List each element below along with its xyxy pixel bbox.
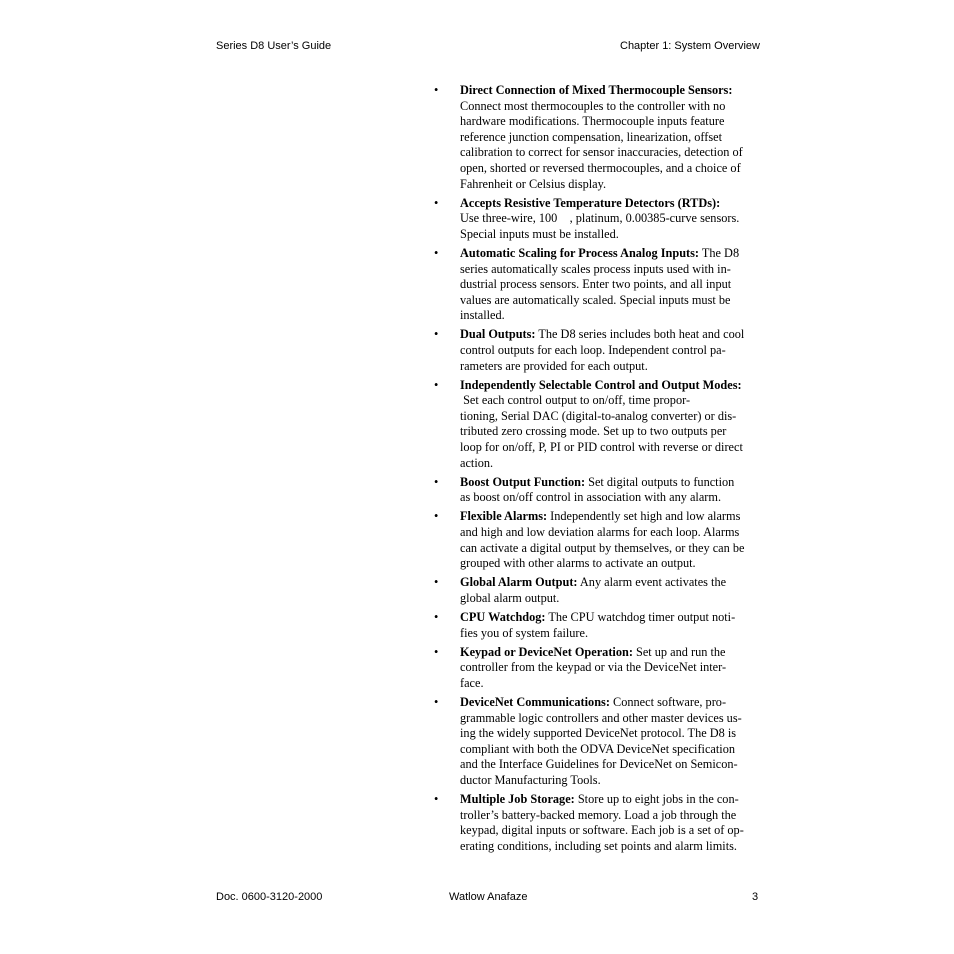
feature-item [434, 83, 774, 192]
bullet-marker: • [434, 694, 439, 709]
feature-term: Direct Connection of Mixed Thermocouple Sensors: [460, 83, 733, 97]
feature-text-line: open, shorted or reversed thermocouples, and a choice of [460, 160, 741, 175]
feature-item [434, 792, 774, 854]
feature-text-line: face. [460, 675, 484, 690]
header-left: Series D8 User’s Guide [216, 40, 332, 52]
feature-text-line: Set up and run the [632, 644, 726, 659]
bullet-marker: • [434, 377, 439, 392]
feature-text-line: Connect most thermocouples to the controller with no [460, 98, 726, 113]
feature-term: DeviceNet Communications: [460, 694, 610, 709]
feature-text-line: installed. [460, 308, 505, 323]
feature-text-line: Store up to eight jobs in the con- [574, 792, 739, 807]
feature-text-line: The D8 series includes both heat and cool [535, 327, 745, 342]
bullet-marker: • [434, 83, 439, 97]
feature-text-line: erating conditions, including set points and alarm limits. [460, 838, 737, 853]
feature-term: Multiple Job Storage: [460, 792, 575, 807]
feature-item [434, 475, 774, 506]
feature-term: Independently Selectable Control and Output Modes: [460, 377, 742, 392]
feature-text-line: Set digital outputs to function [585, 474, 735, 489]
feature-text-line: controller from the keypad or via the DeviceNet inter- [460, 660, 727, 675]
bullet-marker: • [434, 509, 439, 524]
feature-text-line: Fahrenheit or Celsius display. [460, 176, 607, 191]
bullet-marker: • [434, 792, 439, 807]
feature-text-line: fies you of system failure. [460, 625, 589, 640]
feature-item [434, 610, 774, 641]
feature-text-line: grouped with other alarms to activate an output. [460, 556, 696, 571]
feature-text-line: calibration to correct for sensor inaccuracies, detection of [460, 145, 743, 160]
feature-text-line: series automatically scales process inputs used with in- [460, 261, 731, 276]
feature-text-line: reference junction compensation, linearization, offset [460, 129, 722, 144]
feature-text-line: rameters are provided for each output. [460, 358, 648, 373]
feature-text-line: can activate a digital output by themselves, or they can be [460, 540, 745, 555]
feature-text-line: and the Interface Guidelines for DeviceNet on Semicon- [460, 757, 738, 772]
feature-term: Automatic Scaling for Process Analog Inputs: [460, 245, 700, 260]
feature-text-line: compliant with both the ODVA DeviceNet specification [460, 741, 736, 756]
bullet-marker: • [434, 644, 439, 659]
feature-item [434, 695, 774, 789]
feature-item [434, 196, 774, 243]
feature-item [434, 378, 774, 472]
feature-text-line: as boost on/off control in association with any alarm. [460, 490, 722, 505]
bullet-marker: • [434, 327, 439, 342]
feature-text-line: tioning, Serial DAC (digital-to-analog converter) or dis- [460, 408, 737, 423]
feature-text-line: Set each control output to on/off, time propor- [460, 393, 691, 408]
feature-text-line: Special inputs must be installed. [460, 226, 619, 241]
feature-item [434, 509, 774, 571]
feature-term: Global Alarm Output: [460, 575, 578, 590]
feature-text-line: Any alarm event activates the [577, 575, 727, 590]
feature-text-line: action. [460, 455, 494, 470]
feature-text-line: tributed zero crossing mode. Set up to two outputs per [460, 424, 727, 439]
feature-text-line: Use three-wire, 100 , platinum, 0.00385-curve sensors. [460, 211, 740, 226]
feature-text-line: global alarm output. [460, 590, 560, 605]
bullet-marker: • [434, 195, 439, 210]
feature-term: CPU Watchdog: [460, 610, 546, 624]
feature-text-line: loop for on/off, P, PI or PID control with reverse or direct [460, 440, 743, 455]
feature-term: Flexible Alarms: [460, 509, 548, 524]
bullet-marker: • [434, 575, 439, 590]
feature-text-line: values are automatically scaled. Special inputs must be [460, 292, 731, 307]
feature-text-line: ing the widely supported DeviceNet protocol. The D8 is [460, 726, 737, 741]
feature-term: Keypad or DeviceNet Operation: [460, 644, 633, 659]
feature-term: Dual Outputs: [460, 327, 536, 342]
feature-term: Boost Output Function: [460, 474, 586, 489]
feature-text-line: and high and low deviation alarms for each loop. Alarms [460, 525, 740, 540]
feature-term: Accepts Resistive Temperature Detectors (RTDs): [460, 195, 721, 210]
bullet-marker: • [434, 474, 439, 489]
bullet-marker: • [434, 245, 439, 260]
feature-text-line: hardware modifications. Thermocouple inputs feature [460, 114, 725, 129]
feature-text-line: The CPU watchdog timer output noti- [545, 610, 736, 624]
feature-item [434, 327, 774, 374]
footer-company: Watlow Anafaze [449, 891, 528, 903]
feature-text-line: dustrial process sensors. Enter two points, and all input [460, 277, 732, 292]
feature-item [434, 645, 774, 692]
feature-text-line: control outputs for each loop. Independent control pa- [460, 343, 726, 357]
feature-item [434, 246, 774, 324]
feature-text-line: ductor Manufacturing Tools. [460, 772, 601, 787]
feature-text-line: troller’s battery-backed memory. Load a job through the [460, 807, 737, 822]
feature-bullet-list [434, 83, 774, 858]
bullet-marker: • [434, 610, 439, 624]
feature-text-line: grammable logic controllers and other master devices us- [460, 710, 742, 725]
page-number: 3 [752, 891, 759, 903]
feature-text-line: keypad, digital inputs or software. Each job is a set of op- [460, 823, 744, 838]
feature-item [434, 575, 774, 606]
feature-text-line: Connect software, pro- [609, 694, 727, 709]
feature-text-line: The D8 [699, 245, 740, 260]
header-right: Chapter 1: System Overview [620, 40, 760, 52]
footer-doc-number: Doc. 0600-3120-2000 [216, 891, 323, 903]
feature-text-line: Independently set high and low alarms [547, 509, 741, 524]
